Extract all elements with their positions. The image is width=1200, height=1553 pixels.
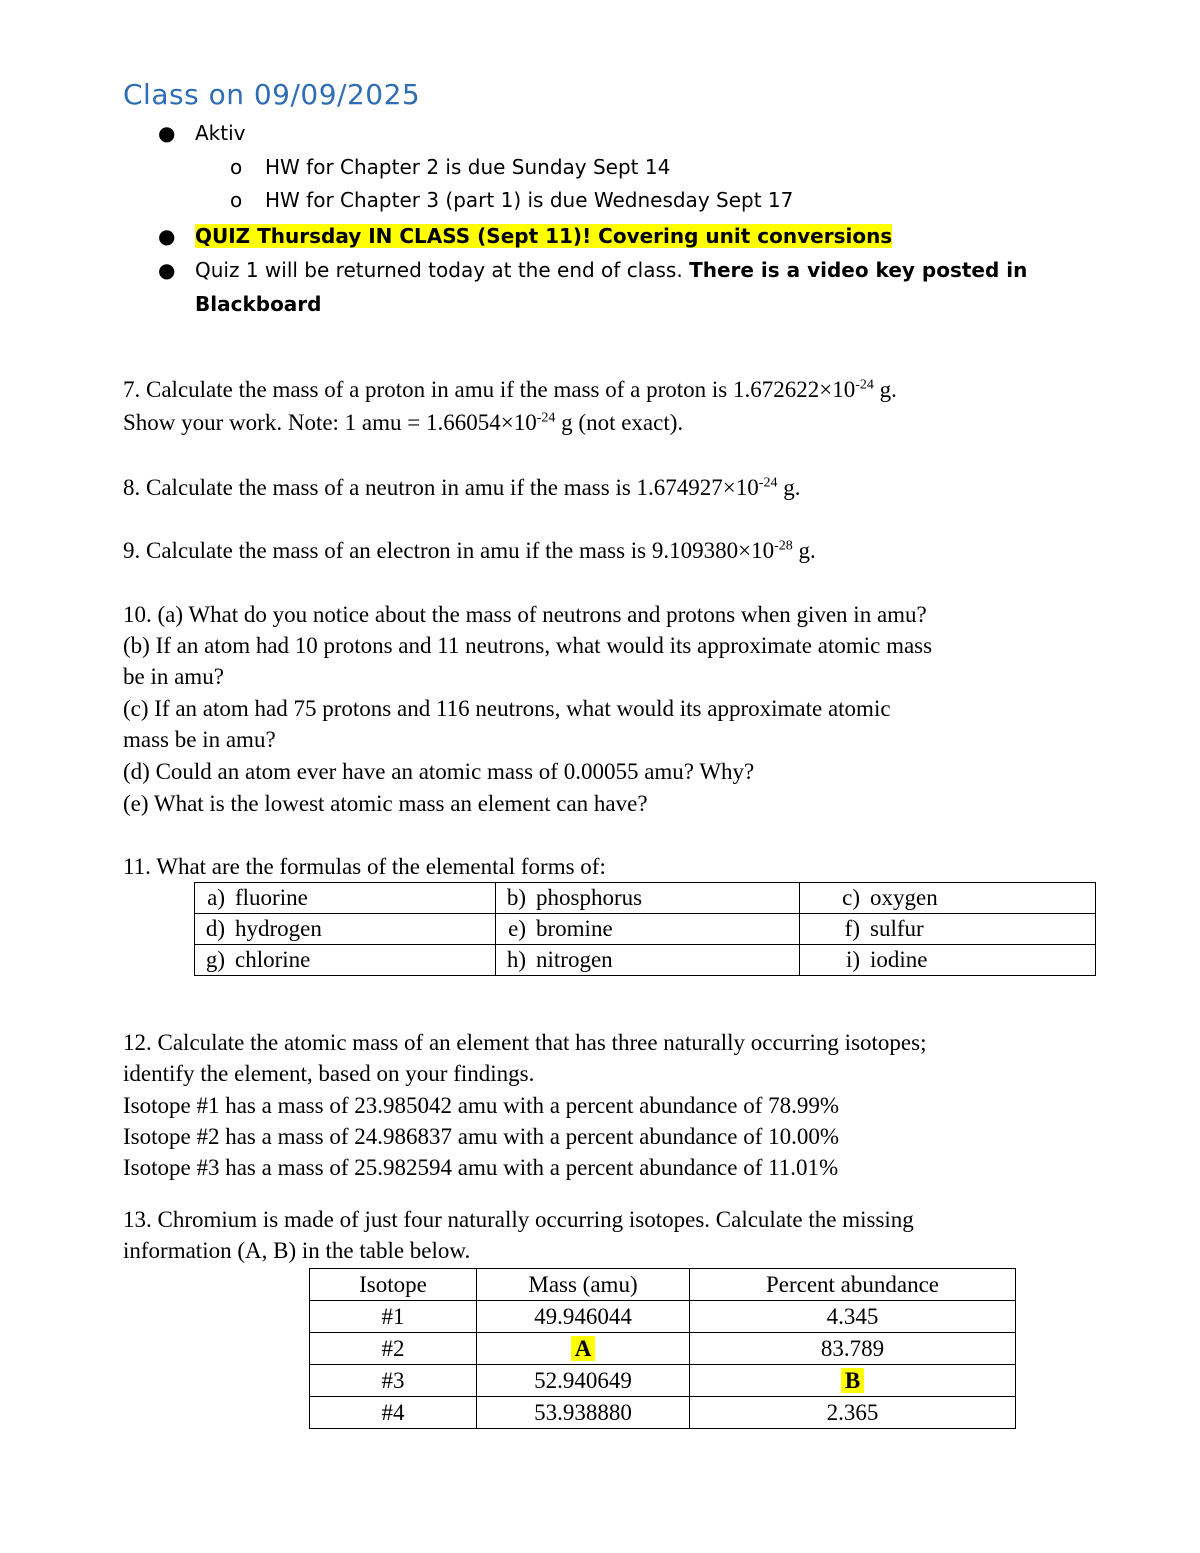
announcement-hw-ch3: HW for Chapter 3 (part 1) is due Wednesday Sept 17 — [265, 188, 794, 212]
q8-exponent: -24 — [758, 475, 778, 491]
table-cell: 83.789 — [690, 1333, 1016, 1365]
question-10c: (c) If an atom had 75 protons and 116 neutrons, what would its approximate atomic — [123, 696, 891, 721]
question-11: 11. What are the formulas of the elemental forms of: — [123, 854, 606, 879]
sub-bullet-icon: o — [230, 155, 243, 179]
announcement-quiz1 — [195, 258, 1027, 282]
q9-unit: g. — [792, 538, 816, 563]
table-cell: 4.345 — [690, 1301, 1016, 1333]
table-cell: 53.938880 — [477, 1397, 690, 1429]
table-row — [310, 1333, 1016, 1365]
isotope-2-line: Isotope #2 has a mass of 24.986837 amu with a percent abundance of 10.00% — [123, 1124, 840, 1149]
question-13: 13. Chromium is made of just four naturally occurring isotopes. Calculate the missing — [123, 1207, 914, 1232]
q7-note-exponent: -24 — [536, 410, 556, 426]
question-10e: (e) What is the lowest atomic mass an element can have? — [123, 791, 648, 816]
element-cell: f) sulfur — [800, 914, 1096, 945]
announcement-aktiv: Aktiv — [195, 121, 246, 145]
missing-value-b: B — [841, 1368, 864, 1393]
announcement-quiz1-cont — [195, 292, 321, 316]
q7-note: Show your work. Note: 1 amu = 1.66054×10 — [123, 410, 537, 435]
isotope-1-line: Isotope #1 has a mass of 23.985042 amu with a percent abundance of 78.99% — [123, 1093, 840, 1118]
table-cell — [477, 1333, 690, 1365]
quiz1-video-key: There is a video key posted in — [689, 258, 1028, 282]
elements-table — [194, 882, 1096, 976]
element-cell: b) phosphorus — [496, 883, 800, 914]
question-10b: (b) If an atom had 10 protons and 11 neutrons, what would its approximate atomic mass — [123, 633, 933, 658]
q8-unit: g. — [777, 475, 801, 500]
element-cell: i) iodine — [800, 945, 1096, 976]
q7-exponent: -24 — [855, 377, 874, 393]
table-cell: 52.940649 — [477, 1365, 690, 1397]
question-12: 12. Calculate the atomic mass of an element that has three naturally occurring isotopes; — [123, 1030, 927, 1055]
element-cell: g) chlorine — [195, 945, 496, 976]
question-13-cont: information (A, B) in the table below. — [123, 1238, 471, 1263]
bullet-icon: ● — [158, 121, 176, 145]
element-cell: e) bromine — [496, 914, 800, 945]
table-cell: 49.946044 — [477, 1301, 690, 1333]
table-row — [195, 883, 1096, 914]
column-header: Percent abundance — [690, 1269, 1016, 1301]
table-row — [310, 1301, 1016, 1333]
element-cell: a) fluorine — [195, 883, 496, 914]
question-12-cont: identify the element, based on your findings. — [123, 1061, 535, 1086]
q9-exponent: -28 — [774, 538, 793, 554]
table-cell: #4 — [310, 1397, 477, 1429]
blackboard-text: Blackboard — [195, 292, 322, 316]
question-10b-cont: be in amu? — [123, 664, 224, 689]
quiz1-text: Quiz 1 will be returned today at the end of class. — [195, 258, 690, 282]
table-row — [310, 1365, 1016, 1397]
q7-note-unit: g (not exact). — [555, 410, 684, 435]
page-title: Class on 09/09/2025 — [123, 78, 421, 111]
question-10c-cont: mass be in amu? — [123, 727, 276, 752]
q7-unit: g. — [873, 377, 897, 402]
question-10d: (d) Could an atom ever have an atomic mass of 0.00055 amu? Why? — [123, 759, 755, 784]
q9-text: 9. Calculate the mass of an electron in amu if the mass is 9.109380×10 — [123, 538, 775, 563]
announcement-hw-ch2: HW for Chapter 2 is due Sunday Sept 14 — [265, 155, 671, 179]
isotope-table — [309, 1268, 1016, 1429]
question-9 — [123, 538, 816, 564]
question-10a: 10. (a) What do you notice about the mass of neutrons and protons when given in amu? — [123, 602, 927, 627]
column-header: Mass (amu) — [477, 1269, 690, 1301]
isotope-3-line: Isotope #3 has a mass of 25.982594 amu with a percent abundance of 11.01% — [123, 1155, 839, 1180]
element-cell: h) nitrogen — [496, 945, 800, 976]
element-cell: d) hydrogen — [195, 914, 496, 945]
table-cell: #2 — [310, 1333, 477, 1365]
bullet-icon: ● — [158, 224, 176, 248]
announcement-quiz — [195, 224, 892, 248]
table-cell: #1 — [310, 1301, 477, 1333]
question-7-line2 — [123, 410, 683, 436]
table-row — [195, 914, 1096, 945]
table-cell: #3 — [310, 1365, 477, 1397]
quiz-highlight: QUIZ Thursday IN CLASS (Sept 11)! Covering unit conversions — [195, 224, 893, 248]
question-7-line1 — [123, 377, 897, 403]
table-cell: 2.365 — [690, 1397, 1016, 1429]
sub-bullet-icon: o — [230, 188, 243, 212]
table-cell — [690, 1365, 1016, 1397]
table-row — [310, 1397, 1016, 1429]
element-cell: c) oxygen — [800, 883, 1096, 914]
q8-text: 8. Calculate the mass of a neutron in amu if the mass is 1.674927×10 — [123, 475, 759, 500]
table-header-row — [310, 1269, 1016, 1301]
question-8 — [123, 475, 800, 501]
q7-text: 7. Calculate the mass of a proton in amu if the mass of a proton is 1.672622×10 — [123, 377, 856, 402]
missing-value-a: A — [571, 1336, 596, 1361]
table-row — [195, 945, 1096, 976]
column-header: Isotope — [310, 1269, 477, 1301]
bullet-icon: ● — [158, 258, 176, 282]
